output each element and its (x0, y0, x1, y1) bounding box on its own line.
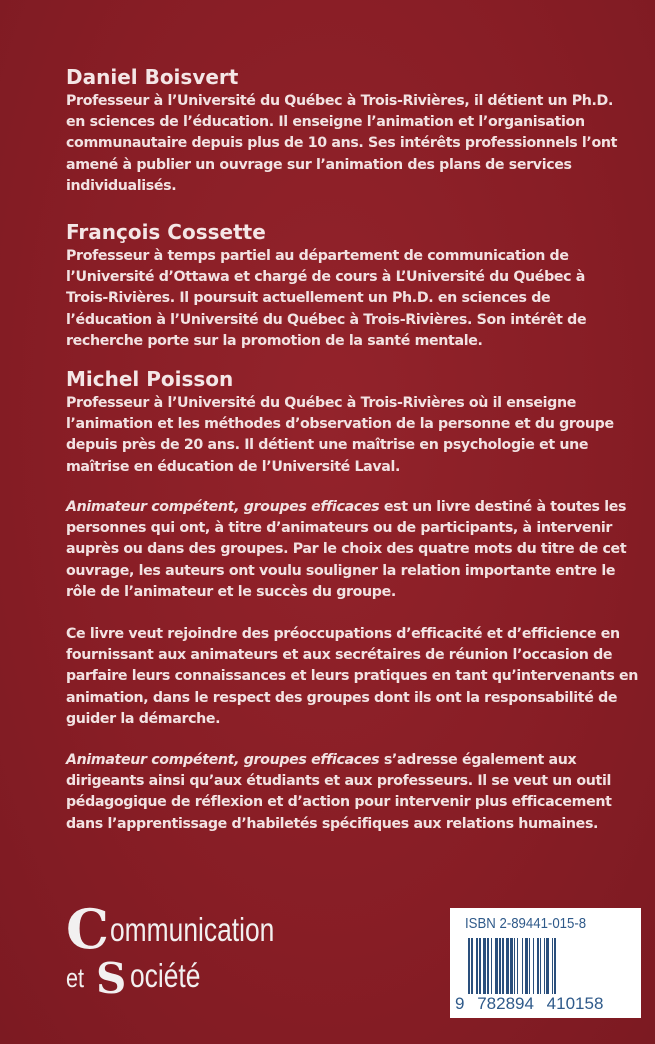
barcode-bars (468, 938, 632, 994)
ean-mid: 782894 (477, 994, 534, 1013)
text-line: animation, dans le respect des groupes dont ils ont la responsabilité de (66, 689, 618, 706)
ean-first: 9 (455, 994, 465, 1013)
isbn-barcode (450, 908, 641, 1018)
text-line: pédagogique de réflexion et d’action pour intervenir plus efficacement (66, 794, 612, 811)
bio-line: Professeur à temps partiel au département de communication de (66, 248, 569, 264)
bio-line: individualisés. (66, 177, 177, 194)
description-paragraph-1 (66, 497, 626, 603)
text-line: fournissant aux animateurs et aux secrétaires de réunion l’occasion de (66, 647, 613, 664)
ean-number (454, 994, 604, 1014)
text-line: ouvrage, les auteurs ont voulu souligner la relation importante entre le (66, 562, 616, 579)
logo-societe: ociété (130, 957, 201, 994)
barcode-bar (556, 938, 557, 994)
text-line: Ce livre veut rejoindre des préoccupations d’efficacité et d’efficience en (66, 626, 620, 642)
author-bio-poisson (66, 366, 626, 478)
text-line: auprès ou dans des groupes. Par le choix des quatre mots du titre de cet (66, 541, 627, 558)
bio-line: l’animation et les méthodes d’observation de la personne et du groupe (66, 416, 614, 433)
logo-letter-c: C (66, 897, 109, 961)
text-line: parfaire leurs connaissances et leurs pratiques en tant qu’intervenants en (66, 668, 639, 685)
bio-line: l’éducation à l’Université du Québec à Trois-Rivières. Son intérêt de (66, 311, 587, 328)
author-name: Daniel Boisvert (66, 65, 239, 89)
text-line: rôle de l’animateur et le succès du groupe. (66, 583, 396, 600)
text-line: dirigeants ainsi qu’aux étudiants et aux professeurs. Il se veut un outil (66, 773, 611, 790)
bio-line: amené à publier un ouvrage sur l’animation des plans de services (66, 156, 572, 173)
book-title: Animateur compétent, groupes efficaces (66, 499, 380, 515)
bio-line: l’Université d’Ottawa et chargé de cours à L’Université du Québec à (66, 269, 586, 286)
author-bio-cossette (66, 219, 626, 352)
text-line: personnes qui ont, à titre d’animateurs ou de participants, à intervenir (66, 520, 613, 537)
publisher-logo (66, 897, 275, 1003)
text: s’adresse également aux (379, 752, 577, 768)
author-bio-boisvert (66, 64, 626, 197)
logo-et: et (66, 963, 85, 993)
bio-line: communautaire depuis plus de 10 ans. Ses intérêts professionnels l’ont (66, 135, 618, 152)
text: est un livre destiné à toutes les (379, 499, 627, 515)
ean-last: 410158 (546, 994, 604, 1013)
description-paragraph-3 (66, 750, 626, 835)
text-line: guider la démarche. (66, 710, 221, 727)
book-title: Animateur compétent, groupes efficaces (66, 752, 380, 768)
isbn-text: ISBN 2-89441-015-8 (465, 915, 587, 932)
text-line: dans l’apprentissage d’habiletés spécifiques aux relations humaines. (66, 815, 599, 832)
bio-line: depuis près de 20 ans. Il détient une maîtrise en psychologie et une (66, 437, 589, 454)
bio-line: en sciences de l’éducation. Il enseigne l’animation et l’organisation (66, 114, 585, 131)
logo-communication: ommunication (110, 911, 275, 948)
bio-line: recherche porte sur la promotion de la santé mentale. (66, 332, 483, 349)
description-paragraph-2 (66, 624, 639, 730)
bio-line: Professeur à l’Université du Québec à Trois-Rivières où il enseigne (66, 395, 576, 411)
bio-line: maîtrise en éducation de l’Université Laval. (66, 458, 401, 475)
logo-letter-s: S (96, 954, 127, 1003)
author-name: François Cossette (66, 220, 266, 244)
author-name: Michel Poisson (66, 367, 234, 391)
bio-line: Trois-Rivières. Il poursuit actuellement un Ph.D. en sciences de (66, 290, 551, 307)
bio-line: Professeur à l’Université du Québec à Trois-Rivières, il détient un Ph.D. (66, 93, 614, 109)
